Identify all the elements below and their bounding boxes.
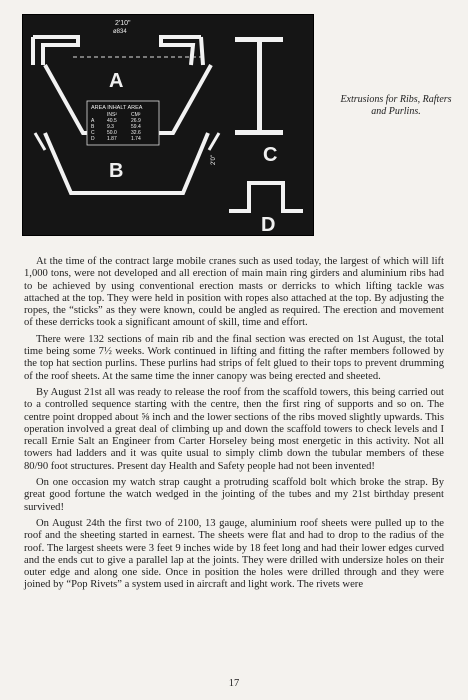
svg-text:26.9: 26.9 [131,118,141,124]
svg-text:CM²: CM² [131,112,141,118]
svg-text:C: C [91,130,95,136]
section-d-shape [229,183,303,211]
section-c-top-flange [235,37,283,42]
section-c-web [257,42,262,130]
svg-text:9.3: 9.3 [107,124,114,130]
svg-text:B: B [91,124,95,130]
page-number: 17 [228,678,240,689]
figure-caption: Extrusions for Ribs, Rafters and Purlins. [340,94,452,117]
label-a: A [109,70,124,92]
paragraph: At the time of the contract large mobile cranes such as used today, the largest of which will lift 1,000 tons, were not developed and all erection of main main ring girders and aluminium ribs had to be achieved by using conventional erection masts or derricks to which lifting tackle was attached at the top. They were held in position with ropes also attached at the top. By adjusting the ropes, the “sticks” as they were known, could be angled as required. The erection and movement of these derricks took a significant amount of skill, time and effort. [24,256,444,329]
paragraph: There were 132 sections of main rib and the final section was erected on 1st August, the total time being some 7½ weeks. Work continued in lifting and fitting the rafter members followed by the top hat section purlins. These purlins had strips of felt glued to their tops to prevent drumming of the roof sheets. At the same time the inner canopy was being erected and sheeted. [24,333,444,382]
svg-text:50.0: 50.0 [107,130,117,136]
dimension-top-sub: ø834 [113,29,127,35]
dimension-top: 2'10" [115,20,131,27]
svg-text:A: A [91,118,95,124]
paragraph: By August 21st all was ready to release the roof from the scaffold towers, this being carried out to a controlled sequence starting with the centre, then the first ring of supports and so on. The centre point dropped about ⅝ inch and the lower sections of the ribs moved slightly upwards. This operation involved a great deal of climbing up and down the scaffold towers to check levels and I recall Ernie Salt an Engineer from Carter Horseley being most energetic in this activity. Not all towers had ladders and it was quite usual to simply climb down the tubular members of these 80/90 foot structures. Present day Health and Safety people had not been invented! [24,386,444,472]
label-b: B [109,160,124,182]
dimension-side: 2'0" [211,155,217,165]
svg-text:32.6: 32.6 [131,130,141,136]
body-text [24,256,444,596]
extrusions-photo [22,14,314,236]
svg-text:40.5: 40.5 [107,118,117,124]
section-c-bottom-flange [235,130,283,135]
label-c: C [263,144,278,166]
label-d: D [261,214,276,235]
svg-text:1.87: 1.87 [107,136,117,142]
svg-text:D: D [91,136,95,142]
extrusions-drawing [23,15,313,235]
paragraph: On one occasion my watch strap caught a protruding scaffold bolt which broke the strap. By great good fortune the watch wedged in the jointing of the tubes and my 21st birthday present survived! [24,477,444,513]
svg-text:1.74: 1.74 [131,136,141,142]
svg-text:INS²: INS² [107,112,117,118]
svg-text:59.4: 59.4 [131,124,141,130]
card-title: AREA INHALT AREA [91,105,143,111]
paragraph: On August 24th the first two of 2100, 13 gauge, aluminium roof sheets were pulled up to the roof and the sheeting started in earnest. The sheets were flat and had to drop to the radius of the roof. The largest sheets were 3 feet 9 inches wide by 18 feet long and had their lower edges curved and the ends cut to give a parallel lap at the joints. They were drilled with undersize holes on their outer edge and along one side. Once in position the holes were drilled through and they were joined by “Pop Rivets” a system used in aircraft and light work. The rivets were [24,517,444,591]
